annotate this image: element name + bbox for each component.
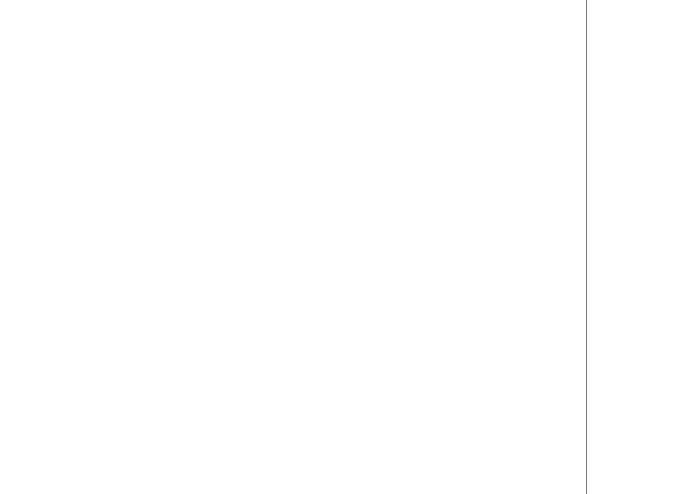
page-edge-rule (586, 0, 587, 494)
